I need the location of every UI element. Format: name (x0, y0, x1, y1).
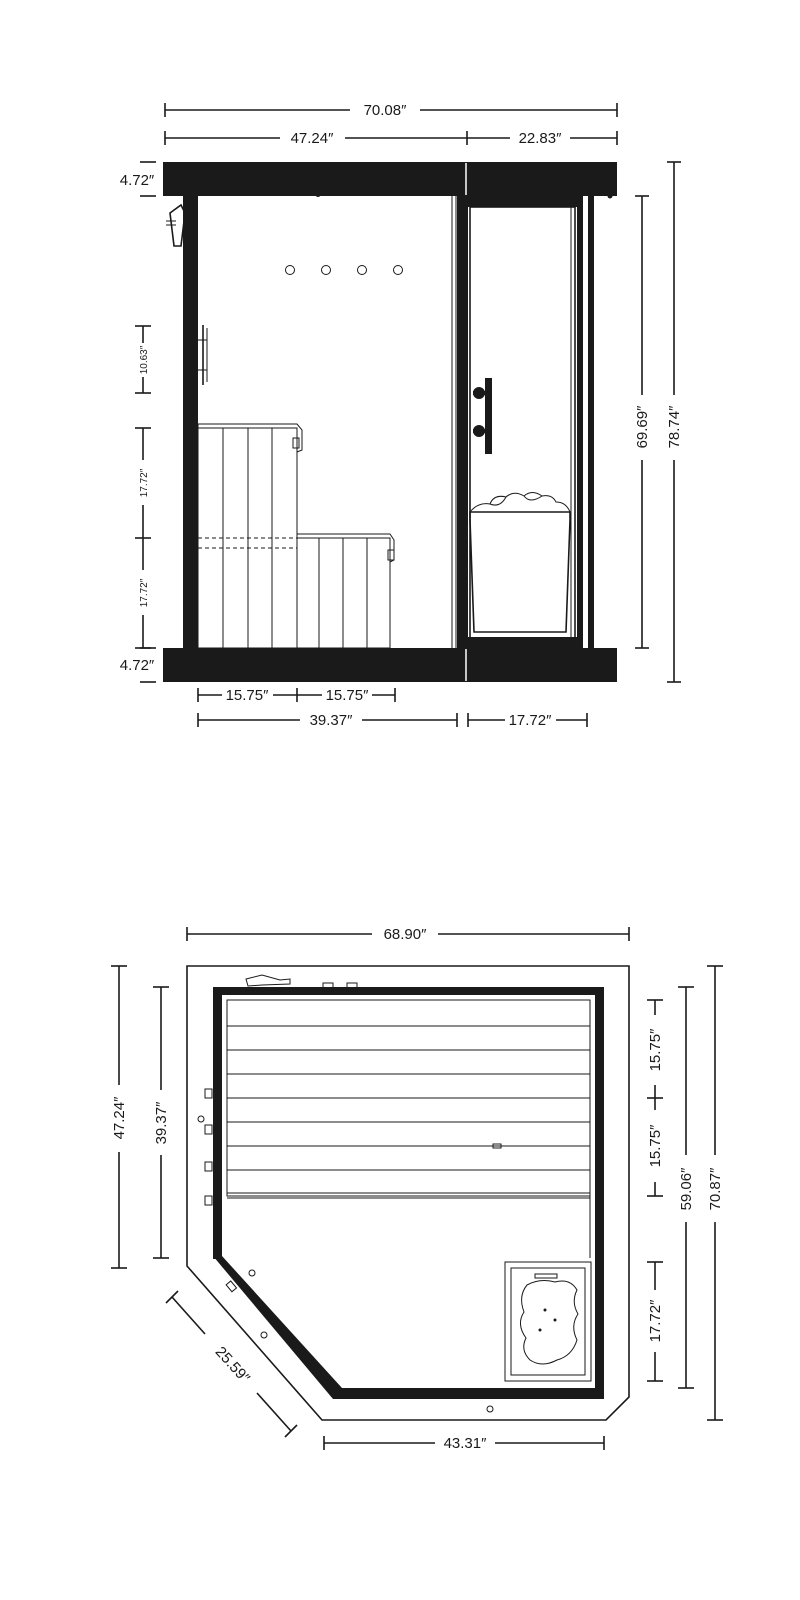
dim-seg-upper-label: 10.63″ (139, 345, 150, 375)
dim-plan-bench-upper-label: 15.75″ (647, 1028, 664, 1072)
left-wall-post (183, 196, 198, 648)
dim-plan-diagonal-label: 25.59″ (211, 1343, 254, 1387)
dim-seg-lower-label: 17.72″ (139, 578, 150, 608)
dim-plan-left-inner (153, 987, 170, 1258)
dim-bench-b-label: 15.75″ (325, 687, 369, 704)
dim-plan-left-depth-label: 47.24″ (111, 1096, 128, 1140)
dim-left-width-label: 47.24″ (290, 130, 334, 147)
plan-benches (227, 1000, 590, 1258)
door-handle (473, 378, 492, 454)
dim-bench-a-label: 15.75″ (225, 687, 269, 704)
plan-view (111, 926, 724, 1452)
dim-seg-upper (135, 326, 151, 393)
dim-plan-diagonal (166, 1291, 297, 1437)
dim-seg-middle-label: 17.72″ (139, 468, 150, 498)
dim-plan-inner-depth-label: 59.06″ (678, 1167, 695, 1211)
dim-right-width-label: 22.83″ (518, 130, 562, 147)
dim-plan-front-width (324, 1435, 604, 1452)
dim-seg-lower (135, 538, 151, 648)
wall-lamp (166, 205, 185, 246)
dim-bottom-frame-label: 4.72″ (119, 657, 155, 674)
dim-top-frame-label: 4.72″ (119, 172, 155, 189)
dim-plan-bench-upper (647, 1000, 664, 1098)
dim-total-height (666, 162, 683, 682)
dim-inner-height (634, 196, 651, 648)
dim-plan-total-depth-label: 70.87″ (707, 1167, 724, 1211)
dim-plan-left-depth (111, 966, 128, 1268)
floor-band (163, 648, 617, 682)
dim-seg-middle (135, 428, 151, 538)
dim-bench-a (198, 687, 297, 704)
dim-plan-front-width-label: 43.31″ (443, 1435, 487, 1452)
dim-plan-total-depth (707, 966, 724, 1420)
dim-plan-heater (647, 1262, 664, 1381)
dim-door-width-label: 17.72″ (508, 712, 552, 729)
front-elevation (120, 102, 683, 729)
roof-band (163, 162, 617, 196)
plan-heater (505, 1262, 591, 1381)
dim-total-width-label: 70.08″ (363, 102, 407, 119)
lower-bench (198, 534, 394, 648)
dim-room-width (198, 712, 457, 729)
dim-total-height-label: 78.74″ (666, 405, 683, 449)
dim-top-frame (120, 162, 156, 196)
dim-plan-heater-label: 17.72″ (647, 1299, 664, 1343)
dim-left-width (165, 130, 467, 147)
dim-plan-inner-depth (678, 987, 695, 1388)
towel-bar (198, 325, 207, 385)
dim-total-width (165, 102, 617, 119)
dim-plan-total-width (187, 926, 629, 943)
upper-bench (198, 424, 302, 648)
dim-plan-left-inner-label: 39.37″ (153, 1101, 170, 1145)
dim-door-width (468, 712, 587, 729)
dim-room-width-label: 39.37″ (309, 712, 353, 729)
heater (470, 493, 570, 633)
dim-right-width (467, 130, 617, 147)
wall-hooks (286, 192, 403, 275)
dim-plan-bench-lower-label: 15.75″ (647, 1124, 664, 1168)
dim-inner-height-label: 69.69″ (634, 405, 651, 449)
dim-plan-total-width-label: 68.90″ (383, 926, 427, 943)
dim-plan-bench-lower (647, 1098, 664, 1196)
dim-bench-b (297, 687, 395, 704)
glass-door (457, 194, 613, 649)
dim-bottom-frame (120, 648, 156, 682)
